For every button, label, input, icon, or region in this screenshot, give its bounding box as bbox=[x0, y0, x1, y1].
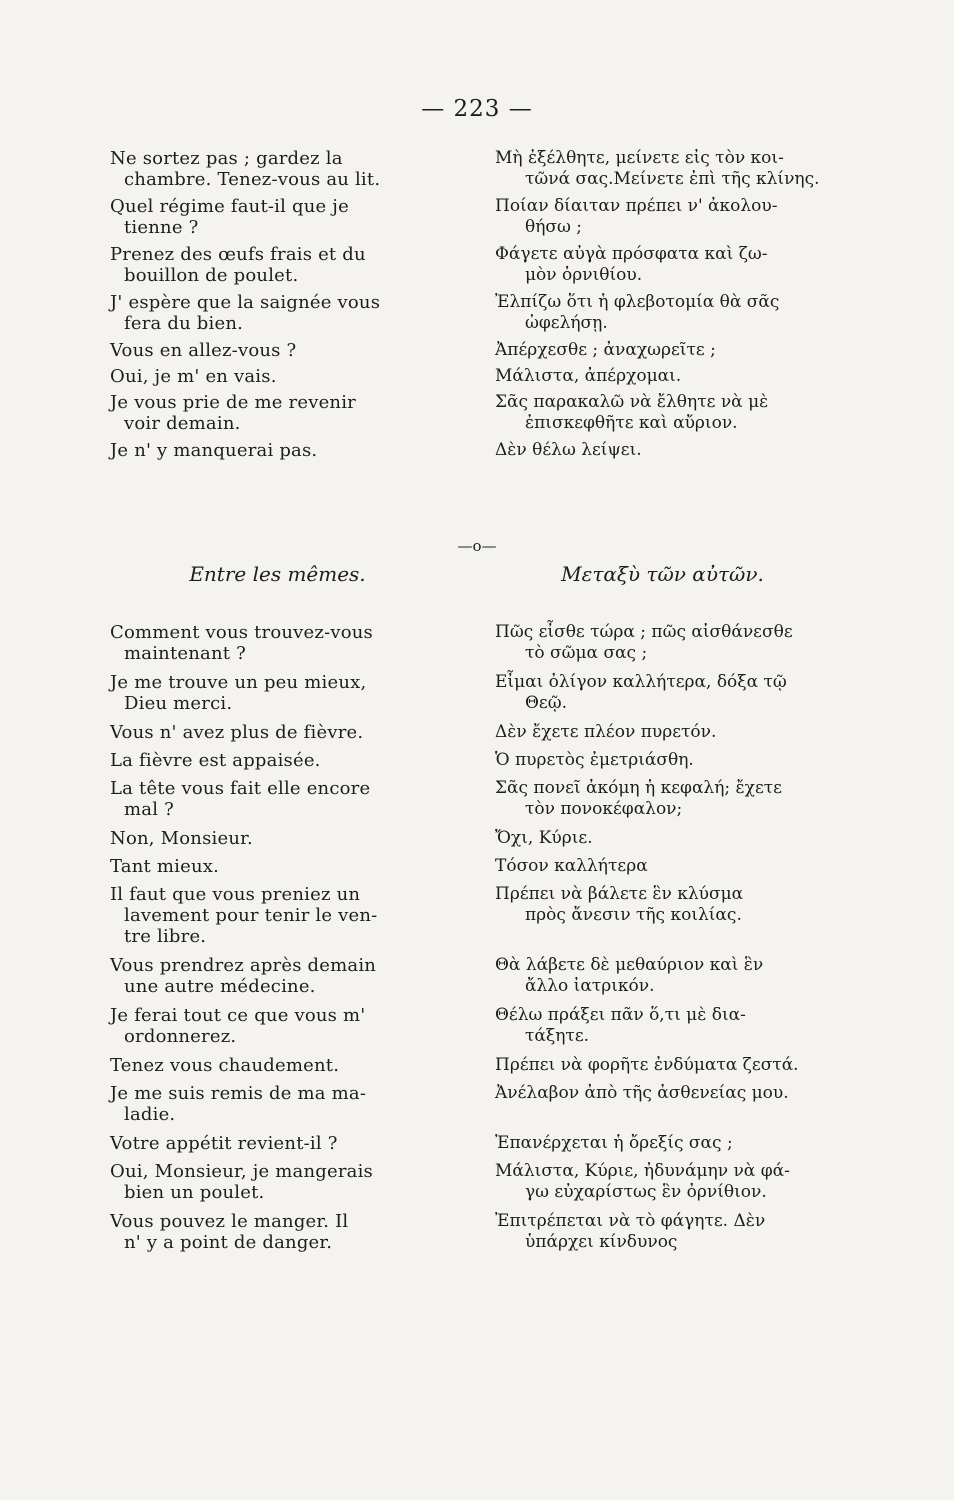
greek-text bbox=[495, 148, 830, 190]
french-line: La tête vous fait elle encore bbox=[110, 778, 371, 799]
dialogue-row bbox=[110, 778, 830, 820]
french-text bbox=[110, 778, 445, 820]
dialogue-row bbox=[110, 884, 830, 947]
french-line: Quel régime faut-il que je bbox=[110, 196, 349, 217]
french-line: mal ? bbox=[124, 799, 174, 820]
dialogue-row bbox=[110, 148, 830, 190]
greek-text bbox=[495, 778, 830, 820]
greek-line: Πῶς εἶσθε τώρα ; πῶς αἰσθάνεσθε bbox=[495, 622, 793, 642]
french-text bbox=[110, 1083, 445, 1125]
dialogue-row bbox=[110, 1055, 830, 1076]
french-line: Oui, je m' en vais. bbox=[110, 366, 277, 387]
french-line: bien un poulet. bbox=[124, 1182, 265, 1203]
french-line: Tant mieux. bbox=[110, 856, 220, 877]
french-line: Vous pouvez le manger. Il bbox=[110, 1211, 349, 1232]
greek-text bbox=[495, 722, 830, 743]
greek-line: Ὁ πυρετὸς ἐμετριάσθη. bbox=[495, 750, 694, 770]
french-line: Tenez vous chaudement. bbox=[110, 1055, 340, 1076]
dialogue-row bbox=[110, 955, 830, 997]
greek-text bbox=[495, 622, 830, 664]
dialogue-row bbox=[110, 1005, 830, 1047]
french-line: Je n' y manquerai pas. bbox=[110, 440, 318, 461]
french-text bbox=[110, 440, 445, 461]
greek-line: Φάγετε αὐγὰ πρόσφατα καὶ ζω- bbox=[495, 244, 768, 264]
french-text bbox=[110, 1005, 445, 1047]
dialogue-row bbox=[110, 340, 830, 361]
french-text bbox=[110, 1211, 445, 1253]
french-text bbox=[110, 196, 445, 238]
french-text bbox=[110, 1055, 445, 1076]
dialogue-row bbox=[110, 856, 830, 877]
french-line: Dieu merci. bbox=[124, 693, 233, 714]
greek-line: Ὄχι, Κύριε. bbox=[495, 828, 593, 848]
french-line: Il faut que vous preniez un bbox=[110, 884, 361, 905]
french-line: Prenez des œufs frais et du bbox=[110, 244, 366, 265]
greek-text bbox=[495, 1083, 830, 1125]
french-text bbox=[110, 148, 445, 190]
french-line: ordonnerez. bbox=[124, 1026, 237, 1047]
greek-text bbox=[495, 1161, 830, 1203]
greek-line: Μάλιστα, ἀπέρχομαι. bbox=[495, 366, 682, 386]
french-line: chambre. Tenez-vous au lit. bbox=[124, 169, 381, 190]
greek-text bbox=[495, 1005, 830, 1047]
french-line: une autre médecine. bbox=[124, 976, 316, 997]
french-text bbox=[110, 340, 445, 361]
french-line: Oui, Monsieur, je mangerais bbox=[110, 1161, 373, 1182]
dialogue-row bbox=[110, 392, 830, 434]
greek-line: ἄλλο ἰατρικόν. bbox=[525, 976, 655, 996]
french-text bbox=[110, 392, 445, 434]
greek-line: Τόσον καλλήτερα bbox=[495, 856, 648, 876]
greek-line: Δὲν ἔχετε πλέον πυρετόν. bbox=[495, 722, 717, 742]
french-line: Je me suis remis de ma ma- bbox=[110, 1083, 367, 1104]
greek-line: τάξητε. bbox=[525, 1026, 590, 1046]
greek-line: Μὴ ἐξέλθητε, μείνετε εἰς τὸν κοι- bbox=[495, 148, 784, 168]
greek-text bbox=[495, 1211, 830, 1253]
french-text bbox=[110, 292, 445, 334]
dialogue-section-1 bbox=[110, 148, 830, 461]
greek-text bbox=[495, 292, 830, 334]
subheading-french: Entre les mêmes. bbox=[189, 562, 366, 586]
french-line: Je me trouve un peu mieux, bbox=[110, 672, 367, 693]
french-text bbox=[110, 856, 445, 877]
dialogue-row bbox=[110, 1133, 830, 1154]
french-text bbox=[110, 750, 445, 771]
greek-line: Θεῷ. bbox=[525, 693, 568, 713]
subheading-greek: Μεταξὺ τῶν αὐτῶν. bbox=[561, 562, 764, 586]
french-line: Vous en allez-vous ? bbox=[110, 340, 297, 361]
dialogue-row bbox=[110, 1083, 830, 1125]
greek-line: Δὲν θέλω λείψει. bbox=[495, 440, 642, 460]
french-text bbox=[110, 722, 445, 743]
greek-line: Σᾶς παρακαλῶ νὰ ἔλθητε νὰ μὲ bbox=[495, 392, 769, 412]
greek-text bbox=[495, 340, 830, 361]
greek-text bbox=[495, 196, 830, 238]
greek-line: Μάλιστα, Κύριε, ἠδυνάμην νὰ φά- bbox=[495, 1161, 790, 1181]
dialogue-row bbox=[110, 1161, 830, 1203]
section-subheading bbox=[110, 562, 830, 586]
greek-text bbox=[495, 1055, 830, 1076]
dialogue-row bbox=[110, 440, 830, 461]
greek-text bbox=[495, 1133, 830, 1154]
greek-line: θήσω ; bbox=[525, 217, 583, 237]
greek-line: τὸ σῶμα σας ; bbox=[525, 643, 648, 663]
french-text bbox=[110, 884, 445, 947]
dialogue-row bbox=[110, 828, 830, 849]
greek-line: γω εὐχαρίστως ἓν ὀρνίθιον. bbox=[525, 1182, 767, 1202]
greek-line: Ποίαν δίαιταν πρέπει ν' ἀκολου- bbox=[495, 196, 778, 216]
greek-line: ὠφελήσῃ. bbox=[525, 313, 608, 333]
greek-text bbox=[495, 856, 830, 877]
greek-line: Ἀνέλαβον ἀπὸ τῆς ἀσθενείας μου. bbox=[495, 1083, 789, 1103]
french-text bbox=[110, 1133, 445, 1154]
french-line: tre libre. bbox=[124, 926, 207, 947]
french-line: Comment vous trouvez-vous bbox=[110, 622, 373, 643]
french-line: Vous n' avez plus de fièvre. bbox=[110, 722, 364, 743]
french-text bbox=[110, 1161, 445, 1203]
french-line: bouillon de poulet. bbox=[124, 265, 299, 286]
dialogue-row bbox=[110, 292, 830, 334]
french-line: Non, Monsieur. bbox=[110, 828, 253, 849]
greek-line: Ἐπιτρέπεται νὰ τὸ φάγητε. Δὲν bbox=[495, 1211, 766, 1231]
greek-line: Θὰ λάβετε δὲ μεθαύριον καὶ ἓν bbox=[495, 955, 764, 975]
greek-line: Ἐλπίζω ὅτι ἡ φλεβοτομία θὰ σᾶς bbox=[495, 292, 780, 312]
french-text bbox=[110, 622, 445, 664]
french-line: Je ferai tout ce que vous m' bbox=[110, 1005, 366, 1026]
french-line: Je vous prie de me revenir bbox=[110, 392, 356, 413]
dialogue-row bbox=[110, 366, 830, 387]
dialogue-row bbox=[110, 244, 830, 286]
french-line: ladie. bbox=[124, 1104, 176, 1125]
greek-text bbox=[495, 440, 830, 461]
greek-text bbox=[495, 392, 830, 434]
greek-text bbox=[495, 244, 830, 286]
greek-text bbox=[495, 955, 830, 997]
greek-line: Ἀπέρχεσθε ; ἀναχωρεῖτε ; bbox=[495, 340, 716, 360]
french-text bbox=[110, 955, 445, 997]
french-line: Vous prendrez après demain bbox=[110, 955, 377, 976]
greek-line: Πρέπει νὰ φορῆτε ἐνδύματα ζεστά. bbox=[495, 1055, 799, 1075]
greek-line: Εἶμαι ὀλίγον καλλήτερα, δόξα τῷ bbox=[495, 672, 787, 692]
dialogue-row bbox=[110, 750, 830, 771]
greek-line: Σᾶς πονεῖ ἀκόμη ἡ κεφαλή; ἔχετε bbox=[495, 778, 782, 798]
french-line: voir demain. bbox=[124, 413, 241, 434]
french-line: J' espère que la saignée vous bbox=[110, 292, 381, 313]
french-text bbox=[110, 244, 445, 286]
french-line: lavement pour tenir le ven- bbox=[124, 905, 378, 926]
dialogue-row bbox=[110, 722, 830, 743]
dialogue-section-2 bbox=[110, 622, 830, 1253]
greek-text bbox=[495, 750, 830, 771]
greek-text bbox=[495, 672, 830, 714]
french-line: Ne sortez pas ; gardez la bbox=[110, 148, 343, 169]
greek-line: ὑπάρχει κίνδυνος bbox=[525, 1232, 678, 1252]
greek-line: Ἐπανέρχεται ἡ ὄρεξίς σας ; bbox=[495, 1133, 733, 1153]
greek-line: πρὸς ἄνεσιν τῆς κοιλίας. bbox=[525, 905, 742, 925]
french-text bbox=[110, 828, 445, 849]
page-number: — 223 — bbox=[421, 96, 533, 122]
greek-line: τῶνά σας.Μείνετε ἐπὶ τῆς κλίνης. bbox=[525, 169, 820, 189]
section-separator: —o— bbox=[457, 537, 497, 555]
french-line: Votre appétit revient-il ? bbox=[110, 1133, 338, 1154]
french-line: n' y a point de danger. bbox=[124, 1232, 333, 1253]
greek-line: ἐπισκεφθῆτε καὶ αὔριον. bbox=[525, 413, 738, 433]
dialogue-row bbox=[110, 672, 830, 714]
greek-text bbox=[495, 884, 830, 947]
french-text bbox=[110, 366, 445, 387]
greek-line: Θέλω πράξει πᾶν ὅ,τι μὲ δια- bbox=[495, 1005, 746, 1025]
greek-line: μὸν ὀρνιθίου. bbox=[525, 265, 643, 285]
greek-line: Πρέπει νὰ βάλετε ἓν κλύσμα bbox=[495, 884, 744, 904]
dialogue-row bbox=[110, 1211, 830, 1253]
french-line: fera du bien. bbox=[124, 313, 244, 334]
dialogue-row bbox=[110, 196, 830, 238]
french-text bbox=[110, 672, 445, 714]
french-line: tienne ? bbox=[124, 217, 199, 238]
greek-line: τὸν πονοκέφαλον; bbox=[525, 799, 683, 819]
french-line: La fièvre est appaisée. bbox=[110, 750, 321, 771]
greek-text bbox=[495, 828, 830, 849]
greek-text bbox=[495, 366, 830, 387]
french-line: maintenant ? bbox=[124, 643, 246, 664]
dialogue-row bbox=[110, 622, 830, 664]
